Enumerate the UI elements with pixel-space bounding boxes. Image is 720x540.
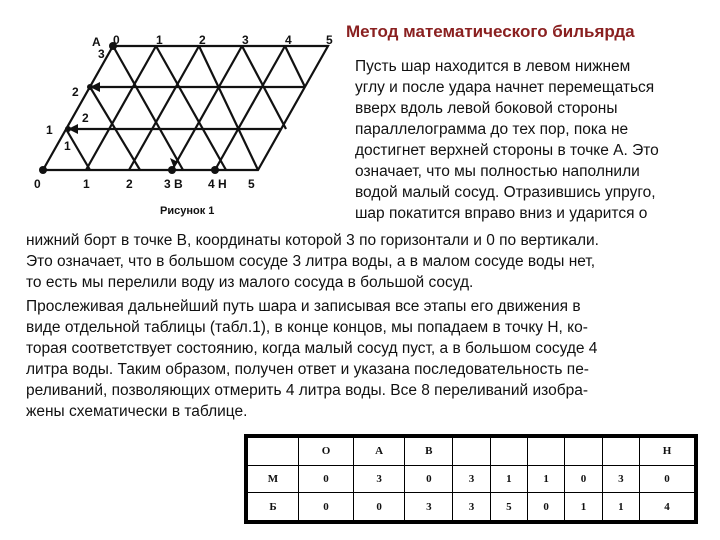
table-cell bbox=[602, 438, 639, 466]
table-cell: 0 bbox=[353, 493, 404, 521]
table-cell bbox=[528, 438, 565, 466]
text-line: торая соответствует состоянию, когда малый сосуд пуст, а в большом сосуде 4 bbox=[26, 340, 598, 357]
svg-text:0: 0 bbox=[113, 33, 120, 47]
table-cell: 0 bbox=[299, 465, 354, 493]
svg-text:1: 1 bbox=[46, 123, 53, 137]
text-line: реливаний, позволяющих отмерить 4 литра воды. Все 8 переливаний изобра- bbox=[26, 382, 588, 399]
label-b: B bbox=[174, 177, 183, 191]
table-cell: Б bbox=[248, 493, 299, 521]
svg-text:5: 5 bbox=[248, 177, 255, 191]
svg-text:3: 3 bbox=[242, 33, 249, 47]
billiard-diagram bbox=[28, 30, 333, 225]
table-cell: 0 bbox=[299, 493, 354, 521]
svg-text:0: 0 bbox=[34, 177, 41, 191]
table-cell: 1 bbox=[528, 465, 565, 493]
text-line: водой малый сосуд. Отразившись упруго, bbox=[355, 184, 656, 201]
table-cell bbox=[490, 438, 527, 466]
text-line: Пусть шар находится в левом нижнем bbox=[355, 58, 631, 75]
svg-text:3: 3 bbox=[164, 177, 171, 191]
text-line: жены схематически в таблице. bbox=[26, 403, 248, 420]
svg-text:3: 3 bbox=[98, 47, 105, 61]
pouring-table bbox=[244, 434, 698, 524]
text-line: Прослеживая дальнейший путь шара и записывая все этапы его движения в bbox=[26, 298, 581, 315]
svg-text:1: 1 bbox=[156, 33, 163, 47]
table-cell: 0 bbox=[565, 465, 602, 493]
table-cell: O bbox=[299, 438, 354, 466]
text-line: литра воды. Таким образом, получен ответ и указана последовательность пе- bbox=[26, 361, 589, 378]
table-row bbox=[248, 465, 695, 493]
svg-text:1: 1 bbox=[83, 177, 90, 191]
table-row bbox=[248, 493, 695, 521]
text-line: шар покатится вправо вниз и ударится о bbox=[355, 205, 648, 222]
table-cell: М bbox=[248, 465, 299, 493]
table-cell: 3 bbox=[453, 493, 490, 521]
table-cell: 3 bbox=[602, 465, 639, 493]
label-h: H bbox=[218, 177, 227, 191]
text-line: достигнет верхней стороны в точке А. Это bbox=[355, 142, 659, 159]
table-cell: A bbox=[353, 438, 404, 466]
svg-text:2: 2 bbox=[72, 85, 79, 99]
table-cell: H bbox=[640, 438, 695, 466]
table-cell: 0 bbox=[405, 465, 453, 493]
table-cell: 4 bbox=[640, 493, 695, 521]
text-line: вверх вдоль левой боковой стороны bbox=[355, 100, 618, 117]
table-cell: 3 bbox=[405, 493, 453, 521]
text-line: Это означает, что в большом сосуде 3 литра воды, а в малом сосуде воды нет, bbox=[26, 253, 596, 270]
table-cell: 1 bbox=[490, 465, 527, 493]
table-cell: 0 bbox=[528, 493, 565, 521]
svg-text:4: 4 bbox=[208, 177, 215, 191]
table-cell: 1 bbox=[602, 493, 639, 521]
table-cell: 1 bbox=[565, 493, 602, 521]
label-a: A bbox=[92, 35, 101, 49]
figure-caption: Рисунок 1 bbox=[160, 205, 215, 217]
svg-text:2: 2 bbox=[199, 33, 206, 47]
text-line: нижний борт в точке В, координаты которой 3 по горизонтали и 0 по вертикали. bbox=[26, 232, 599, 249]
svg-text:4: 4 bbox=[285, 33, 292, 47]
table-cell: 3 bbox=[453, 465, 490, 493]
text-line: углу и после удара начнет перемещаться bbox=[355, 79, 655, 96]
svg-text:5: 5 bbox=[326, 33, 333, 47]
table-cell bbox=[565, 438, 602, 466]
table-cell: 3 bbox=[353, 465, 404, 493]
table-cell: B bbox=[405, 438, 453, 466]
table-cell: 0 bbox=[640, 465, 695, 493]
text-line: виде отдельной таблицы (табл.1), в конце концов, мы попадаем в точку Н, ко- bbox=[26, 319, 588, 336]
svg-text:2: 2 bbox=[126, 177, 133, 191]
svg-text:1: 1 bbox=[64, 139, 71, 153]
svg-text:2: 2 bbox=[82, 111, 89, 125]
table-header-row bbox=[248, 438, 695, 466]
text-line: параллелограмма до тех пор, пока не bbox=[355, 121, 629, 138]
text-line: то есть мы перелили воду из малого сосуда в большой сосуд. bbox=[26, 274, 474, 291]
table-cell bbox=[248, 438, 299, 466]
table-cell: 5 bbox=[490, 493, 527, 521]
text-line: означает, что мы полностью наполнили bbox=[355, 163, 640, 180]
table-cell bbox=[453, 438, 490, 466]
page-title: Метод математического бильярда bbox=[346, 22, 635, 41]
